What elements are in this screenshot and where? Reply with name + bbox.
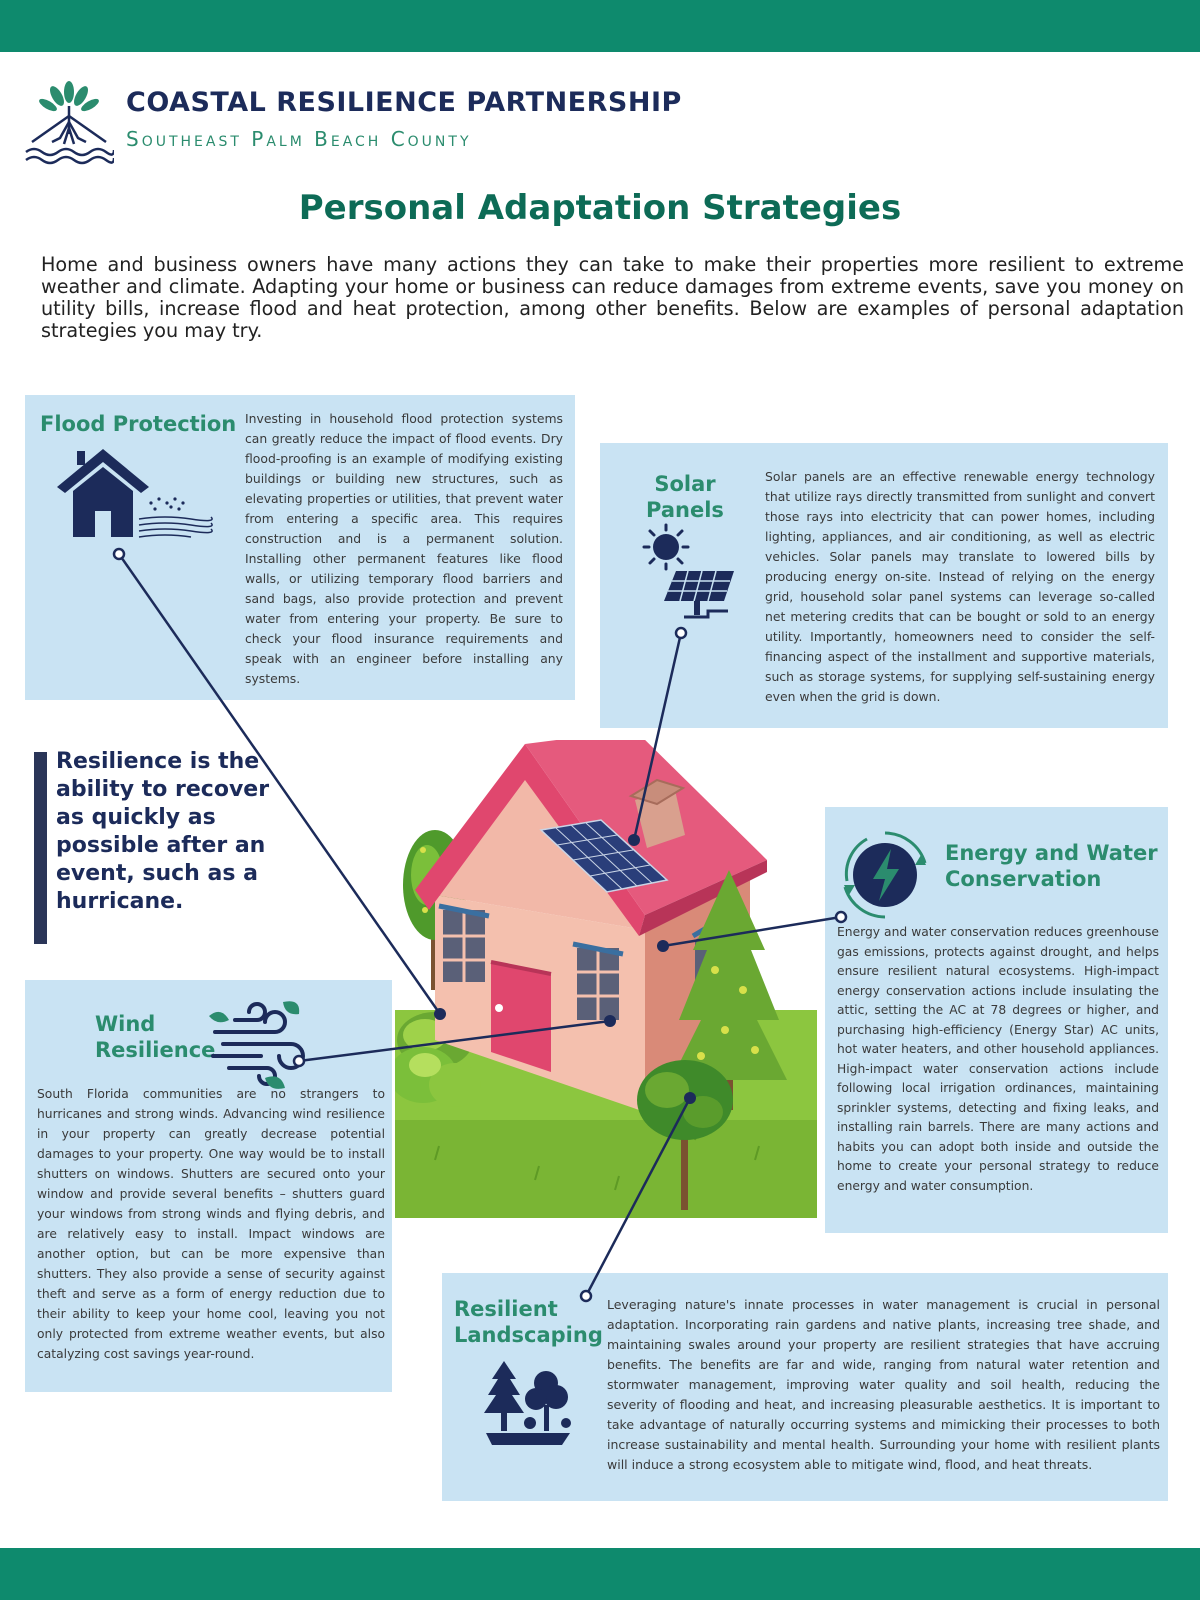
solar-panels-title-line1: Solar — [654, 472, 716, 496]
wind-resilience-title-line2: Resilience — [95, 1038, 216, 1062]
landscaping-title-line2: Landscaping — [454, 1323, 603, 1347]
top-band — [0, 0, 1200, 52]
solar-panels-text: Solar panels are an effective renewable energy technology that utilize rays directly transmitted from sunlight and convert those rays into electricity that can power homes, including lighting, appliances, and air conditioning, as well as electric vehicles. Solar panels may translate to lowered bills by producing energy on-site. Instead of relying on the energy grid, household solar panel systems can leverage so-called net metering credits that can be bought or sold to an energy utility. Importantly, homeowners need to consider the self-financing aspect of the installment and supportive materials, such as storage systems, for supplying self-sustaining energy even when the grid is down. — [765, 469, 1155, 704]
flood-house-icon — [55, 445, 215, 545]
intro-paragraph: Home and business owners have many actions they can take to make their properties more resilient to extreme weather and climate. Adapting your home or business can reduce damages from extreme events, save you money on utility bills, increase flood and heat protection, among other benefits. Below are examples of personal adaptation strategies you may try. — [41, 253, 1184, 342]
quote-bar — [34, 752, 47, 944]
solar-panel-icon — [638, 521, 738, 626]
house-illustration — [395, 740, 825, 1220]
energy-water-text: Energy and water conservation reduces greenhouse gas emissions, protects against drought, and helps ensure resilient natural ecosystems. High-impact energy conservation actions include insulating the attic, setting the AC at 78 degrees or higher, and purchasing high-efficiency (Energy Star) AC units, hot water heaters, and other household appliances. High-impact water conservation actions include following local irrigation ordinances, maintaining sprinkler systems, detecting and fixing leaks, and installing rain barrels. There are many actions and habits you can adopt both inside and outside the home to create your personal strategy to reduce energy and water consumption. — [837, 925, 1159, 1193]
landscaping-text: Leveraging nature's innate processes in water management is crucial in personal adaptation. Incorporating rain gardens and native plants, increasing tree shade, and maintaining swales around your property are resilient strategies that have accruing benefits. The benefits are far and wide, ranging from natural water retention and stormwater management, improving water quality and soil health, reducing the severity of flooding and heat, and increasing pleasurable aesthetics. It is important to take advantage of naturally occurring systems and mimicking their processes to both increase sustainability and mental health. Surrounding your home with resilient plants will induce a strong ecosystem able to mitigate wind, flood, and heat threats. — [607, 1297, 1160, 1472]
energy-water-title — [945, 840, 1158, 892]
landscaping-title-line1: Resilient — [454, 1297, 558, 1321]
wind-icon — [205, 994, 315, 1094]
bottom-band — [0, 1548, 1200, 1600]
energy-water-title-line1: Energy and Water — [945, 841, 1158, 865]
partnership-logo — [24, 78, 114, 170]
landscaping-title — [454, 1296, 603, 1348]
solar-panels-panel — [600, 443, 1168, 728]
resilience-quote: Resilience is the ability to recover as quickly as possible after an event, such as a hurricane. — [56, 749, 270, 914]
wind-resilience-title-line1: Wind — [95, 1012, 156, 1036]
landscaping-trees-icon — [482, 1357, 572, 1453]
landscaping-panel — [442, 1273, 1168, 1501]
org-name: COASTAL RESILIENCE PARTNERSHIP — [126, 87, 682, 118]
flood-protection-text: Investing in household flood protection systems can greatly reduce the impact of flood events. Dry flood-proofing is an example of modifying existing buildings or building new structures, such as elevating properties or utilities, that prevent water from entering a specific area. This requires construction and is a permanent solution. Installing other permanent features like flood walls, or utilizing temporary flood barriers and sand bags, also provide protection and prevent water from entering your property. Be sure to check your flood insurance requirements and speak with an engineer before installing any systems. — [245, 411, 563, 686]
energy-water-panel — [825, 807, 1168, 1233]
flood-protection-title: Flood Protection — [40, 412, 237, 436]
wind-resilience-panel — [25, 980, 392, 1392]
wind-resilience-text: South Florida communities are no strangers to hurricanes and strong winds. Advancing wind resilience in your property can greatly decrease potential damages to your property. One way would be to install shutters on windows. Shutters are secured onto your window and provide several benefits – shutters guard your windows from strong winds and flying debris, and are relatively easy to install. Impact windows are another option, but can be more expensive than shutters. They also provide a sense of security against theft and serve as a form of energy reduction due to their ability to keep your home cool, leaving you not only protected from extreme weather events, but also catalyzing cost savings year-round. — [37, 1087, 385, 1361]
flood-protection-panel — [25, 395, 575, 700]
solar-panels-title-line2: Panels — [646, 498, 724, 522]
energy-water-title-line2: Conservation — [945, 867, 1102, 891]
wind-resilience-title — [95, 1011, 215, 1063]
page-title: Personal Adaptation Strategies — [298, 188, 902, 228]
solar-panels-title — [630, 471, 740, 523]
lightning-bolt-icon — [837, 827, 933, 923]
org-subtitle: Southeast Palm Beach County — [126, 127, 472, 151]
